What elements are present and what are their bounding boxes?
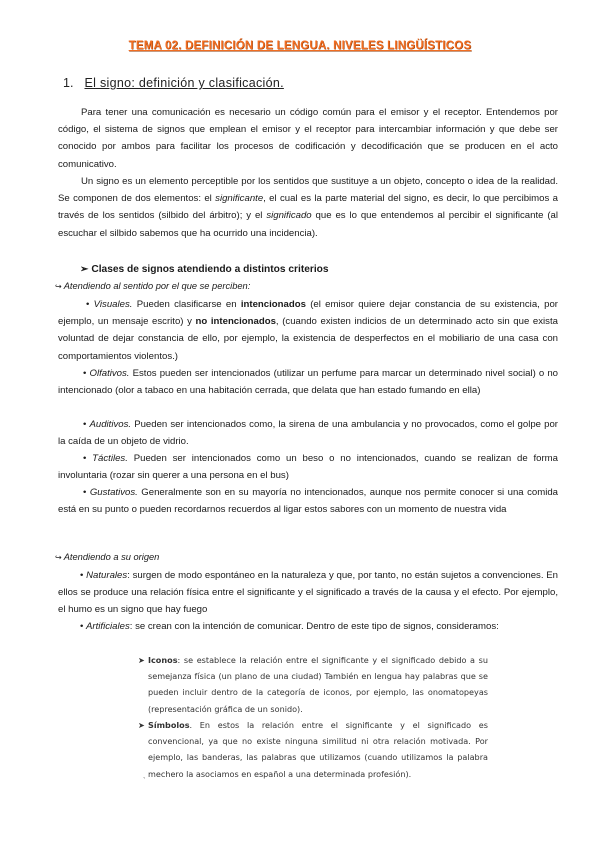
item-label: Gustativos. [89,487,138,498]
text-run: , (cuando existen indicios de un determinado acto sin que exista voluntad de dejar constancia de ello, por ejemplo, la existencia de desperfectos en el mobiliario de una casa con comportamientos violentos.) [58,316,558,362]
arrow-bullet-icon: ➤ [138,720,145,730]
bullet-icon: • [83,453,93,464]
item-simbolos [138,717,488,782]
item-tactiles [58,450,558,484]
item-gustativos [58,484,558,518]
origin-subheading-text: Atendiendo a su origen [63,552,160,562]
return-arrow-icon: ↪ [55,553,62,562]
section-number: 1. [63,76,74,90]
bullet-icon: • [80,570,87,581]
item-olfativos [58,365,558,399]
item-iconos [138,652,488,717]
text-run: : se establece la relación entre el significante y el significado debido a su semejanza física (un plano de una ciudad) También en lengua hay palabras que se pueden incluir dentro de la categoría de iconos, por ejemplo, las onomatopeyas (representación gráfica de un sonido). [148,655,488,714]
term-intencionados: intencionados [240,299,306,310]
item-artificiales [58,618,558,635]
text-run: Estos pueden ser intencionados (utilizar un perfume para marcar un determinado nivel social) o no intencionado (olor a tabaco en una habitación cerrada, que delata que han estado fumando en ella) [58,368,558,397]
item-auditivos [58,416,558,450]
sense-subheading [55,281,250,291]
item-visuales [58,296,558,365]
return-arrow-icon: ↪ [55,282,62,291]
text-run: Pueden ser intencionados como un beso o no intencionados, cuando se realizan de forma involuntaria (rozar sin querer a una persona en el bus) [58,453,558,482]
text-run: : se crean con la intención de comunicar. Dentro de este tipo de signos, consideramos: [129,621,499,632]
intro-paragraph-1: Para tener una comunicación es necesario un código común para el emisor y el receptor. Entendemos por código, el sistema de signos que emplean el emisor y el receptor para intercambiar información y que debe ser conocido por ambos para facilitar los procesos de codificación y decodificación que se producen en el acto comunicativo. [58,107,558,170]
item-label: Visuales. [93,299,133,310]
term-significante: significante [215,193,264,205]
document-title: TEMA 02. DEFINICIÓN DE LENGUA. NIVELES LINGÜÍSTICOS [128,40,472,52]
item-label: Olfativos. [89,368,130,379]
text-run: Un signo es un elemento perceptible por los sentidos que sustituye a un objeto, concepto o idea de la realidad. Se componen de dos elementos: el [58,176,558,205]
section-heading [63,76,284,90]
item-label: Táctiles. [92,453,128,464]
term-no-intencionados: no intencionados [195,316,276,328]
item-label: Artificiales [86,621,130,632]
intro-paragraph-2 [58,173,558,242]
bullet-icon: • [83,487,90,498]
classes-heading: ➢ Clases de signos atendiendo a distintos criterios [80,264,329,275]
item-naturales [58,567,558,619]
bullet-icon: • [83,368,90,379]
text-run: que es lo que entendemos al percibir el significante (al escuchar el silbido sabemos que ha ocurrido una incidencia). [58,210,559,239]
item-label: Naturales [86,570,128,581]
text-run: Pueden ser intencionados como, la sirena de una ambulancia y no provocados, como el golpe por la caída de un objeto de vidrio. [58,419,558,448]
bullet-icon: • [86,299,94,310]
bullet-icon: • [80,621,87,632]
stray-mark: ˎ [143,770,146,779]
term-significado: significado [266,210,312,222]
text-run: : surgen de modo espontáneo en la naturaleza y que, por tanto, no están sujetos a convenciones. En ellos se produce una relación física entre el significante y el significado a través de la causa y el efecto. Por ejemplo, el humo es un signo que hay fuego [58,570,558,616]
text-run: , el cual es la parte material del signo, es decir, lo que percibimos a través de los sentidos (silbido del árbitro); y el [58,193,558,222]
item-label: Símbolos [148,720,190,730]
section-title: El signo: definición y clasificación. [84,76,284,90]
item-label: Auditivos. [89,419,132,430]
text-run: (el emisor quiere dejar constancia de su existencia, por ejemplo, un mensaje escrito) y [58,299,558,328]
bullet-icon: • [83,419,90,430]
text-run: Generalmente son en su mayoría no intencionados, aunque nos permite conocer si una comida está en su punto o pueden recordarnos recuerdos al ligar estos sabores con un momento de nuestra vida [58,487,559,516]
text-run: Pueden clasificarse en [132,299,241,310]
sense-subheading-text: Atendiendo al sentido por el que se perciben: [63,281,251,291]
arrow-bullet-icon: ➤ [138,655,145,665]
origin-subheading [55,552,159,562]
item-label: Iconos [148,655,178,665]
text-run: . En estos la relación entre el significante y el significado es convencional, ya que no existe ninguna similitud ni otra relación motivada. Por ejemplo, las banderas, las palabras que utilizamos (cuando utilizamos la palabra mechero la asociamos en español a una determinada profesión). [148,720,488,779]
